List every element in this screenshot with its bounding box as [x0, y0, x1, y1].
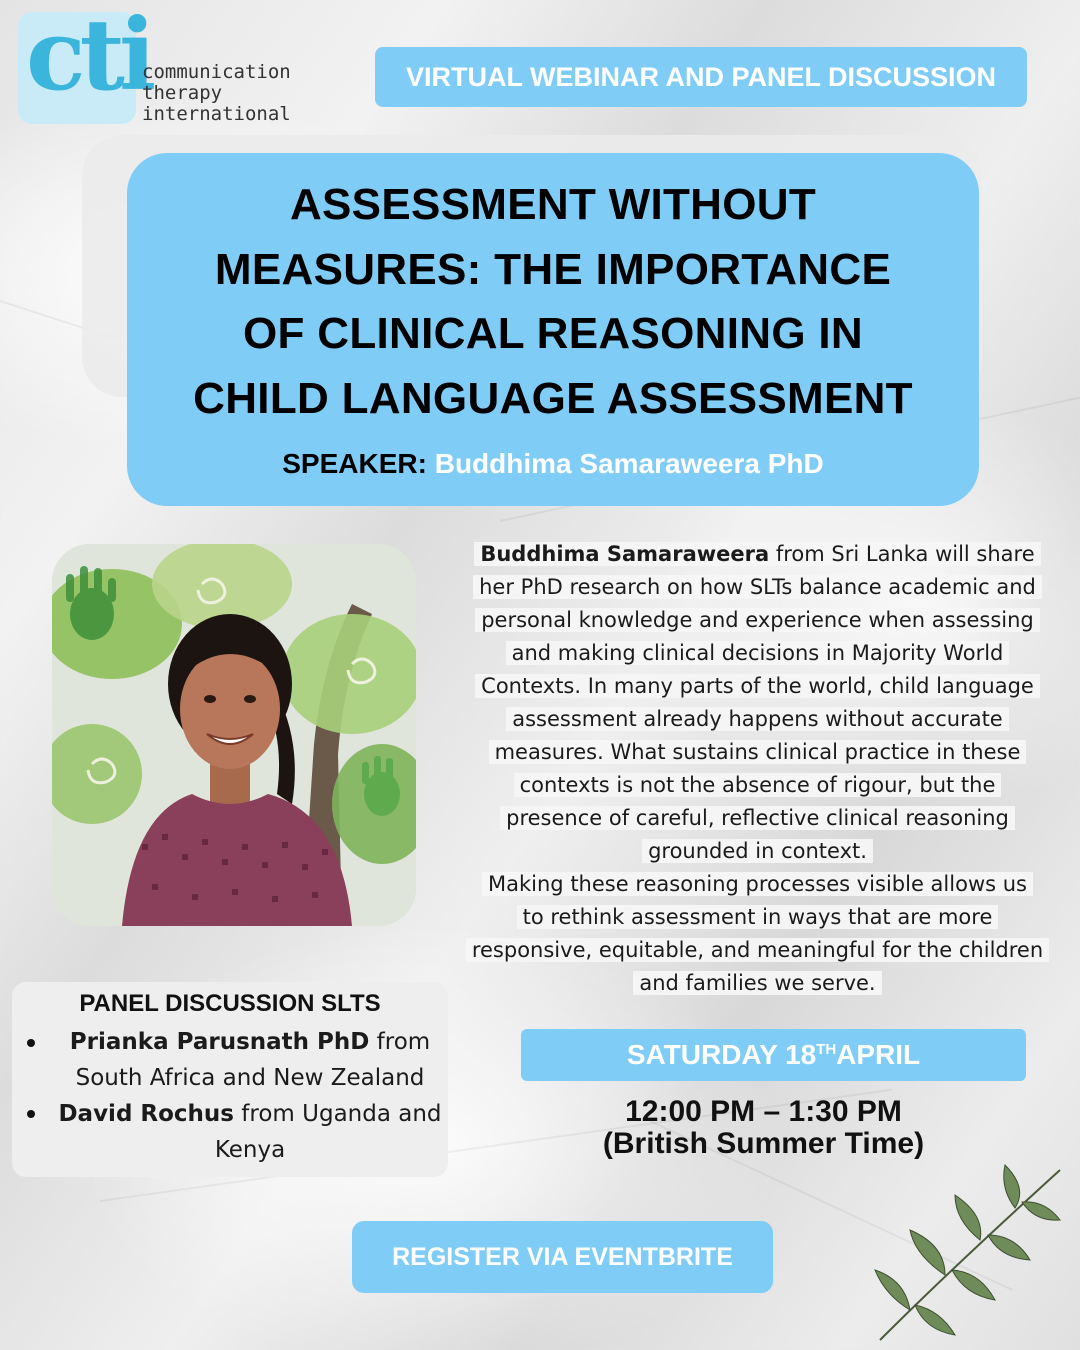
- title-line-4: CHILD LANGUAGE ASSESSMENT: [193, 373, 913, 423]
- description-line-2: her PhD research on how SLTs balance academic and: [473, 575, 1042, 599]
- panelist-1-name: Prianka Parusnath PhD: [69, 1029, 370, 1055]
- leaf-branch-icon: [870, 1160, 1070, 1345]
- description-line-7: measures. What sustains clinical practice in these: [489, 740, 1027, 764]
- webinar-title: [127, 173, 979, 431]
- description-line-12: to rethink assessment in ways that are more: [517, 905, 999, 929]
- register-button[interactable]: REGISTER VIA EVENTBRITE: [352, 1221, 773, 1293]
- description-line-5: Contexts. In many parts of the world, child language: [475, 674, 1040, 698]
- bullet-icon: [27, 1110, 35, 1118]
- event-type-badge: VIRTUAL WEBINAR AND PANEL DISCUSSION: [375, 47, 1027, 107]
- description-line-6: assessment already happens without accurate: [506, 707, 1008, 731]
- description-speaker-name: Buddhima Samaraweera: [480, 542, 770, 566]
- description-line-1: from Sri Lanka will share: [769, 542, 1035, 566]
- panelist-2: [50, 1096, 450, 1168]
- panel-title: PANEL DISCUSSION SLTS: [79, 990, 381, 1017]
- panelist-1-origin-a: from: [369, 1029, 431, 1055]
- description-line-10: grounded in context.: [642, 839, 873, 863]
- event-date: [521, 1029, 1026, 1081]
- logo-line-3: international: [142, 103, 291, 125]
- speaker-photo-illustration: [52, 544, 416, 926]
- logo-line-2: therapy: [142, 82, 223, 104]
- logo-letters: cti: [26, 0, 151, 113]
- title-line-1: ASSESSMENT WITHOUT: [289, 180, 817, 229]
- speaker-description: [455, 538, 1060, 1000]
- description-line-4: and making clinical decisions in Majority World: [506, 641, 1010, 665]
- logo-line-1: communication: [142, 61, 291, 83]
- logo-wordmark: [142, 62, 291, 125]
- panelist-2-name: David Rochus: [58, 1101, 234, 1127]
- speaker-photo: [52, 544, 416, 926]
- event-month: APRIL: [836, 1039, 921, 1070]
- description-line-3: personal knowledge and experience when assessing: [475, 608, 1040, 632]
- event-time-range: 12:00 PM – 1:30 PM: [625, 1095, 902, 1128]
- event-timezone: (British Summer Time): [602, 1127, 925, 1160]
- description-line-8: contexts is not the absence of rigour, but the: [514, 773, 1002, 797]
- description-line-14: and families we serve.: [633, 971, 881, 995]
- panelist-1-origin-b: South Africa and New Zealand: [75, 1065, 425, 1091]
- bullet-icon: [27, 1039, 35, 1047]
- cti-logo: [18, 0, 318, 132]
- description-line-11: Making these reasoning processes visible allows us: [482, 872, 1033, 896]
- title-line-3: OF CLINICAL REASONING IN: [243, 309, 863, 358]
- speaker-name: Buddhima Samaraweera PhD: [434, 448, 824, 479]
- panelist-2-origin-b: Kenya: [214, 1137, 286, 1163]
- description-line-9: presence of careful, reflective clinical reasoning: [500, 806, 1015, 830]
- panelist-2-origin-a: from Uganda and: [234, 1101, 442, 1127]
- event-time: [521, 1096, 1006, 1160]
- description-line-13: responsive, equitable, and meaningful for the children: [466, 938, 1049, 962]
- event-day-suffix: TH: [816, 1040, 837, 1058]
- speaker-label: SPEAKER:: [282, 448, 427, 479]
- panelist-1: [50, 1024, 450, 1096]
- speaker-line: [127, 448, 979, 480]
- title-line-2: MEASURES: THE IMPORTANCE: [214, 244, 892, 294]
- event-day: SATURDAY 18: [626, 1039, 817, 1070]
